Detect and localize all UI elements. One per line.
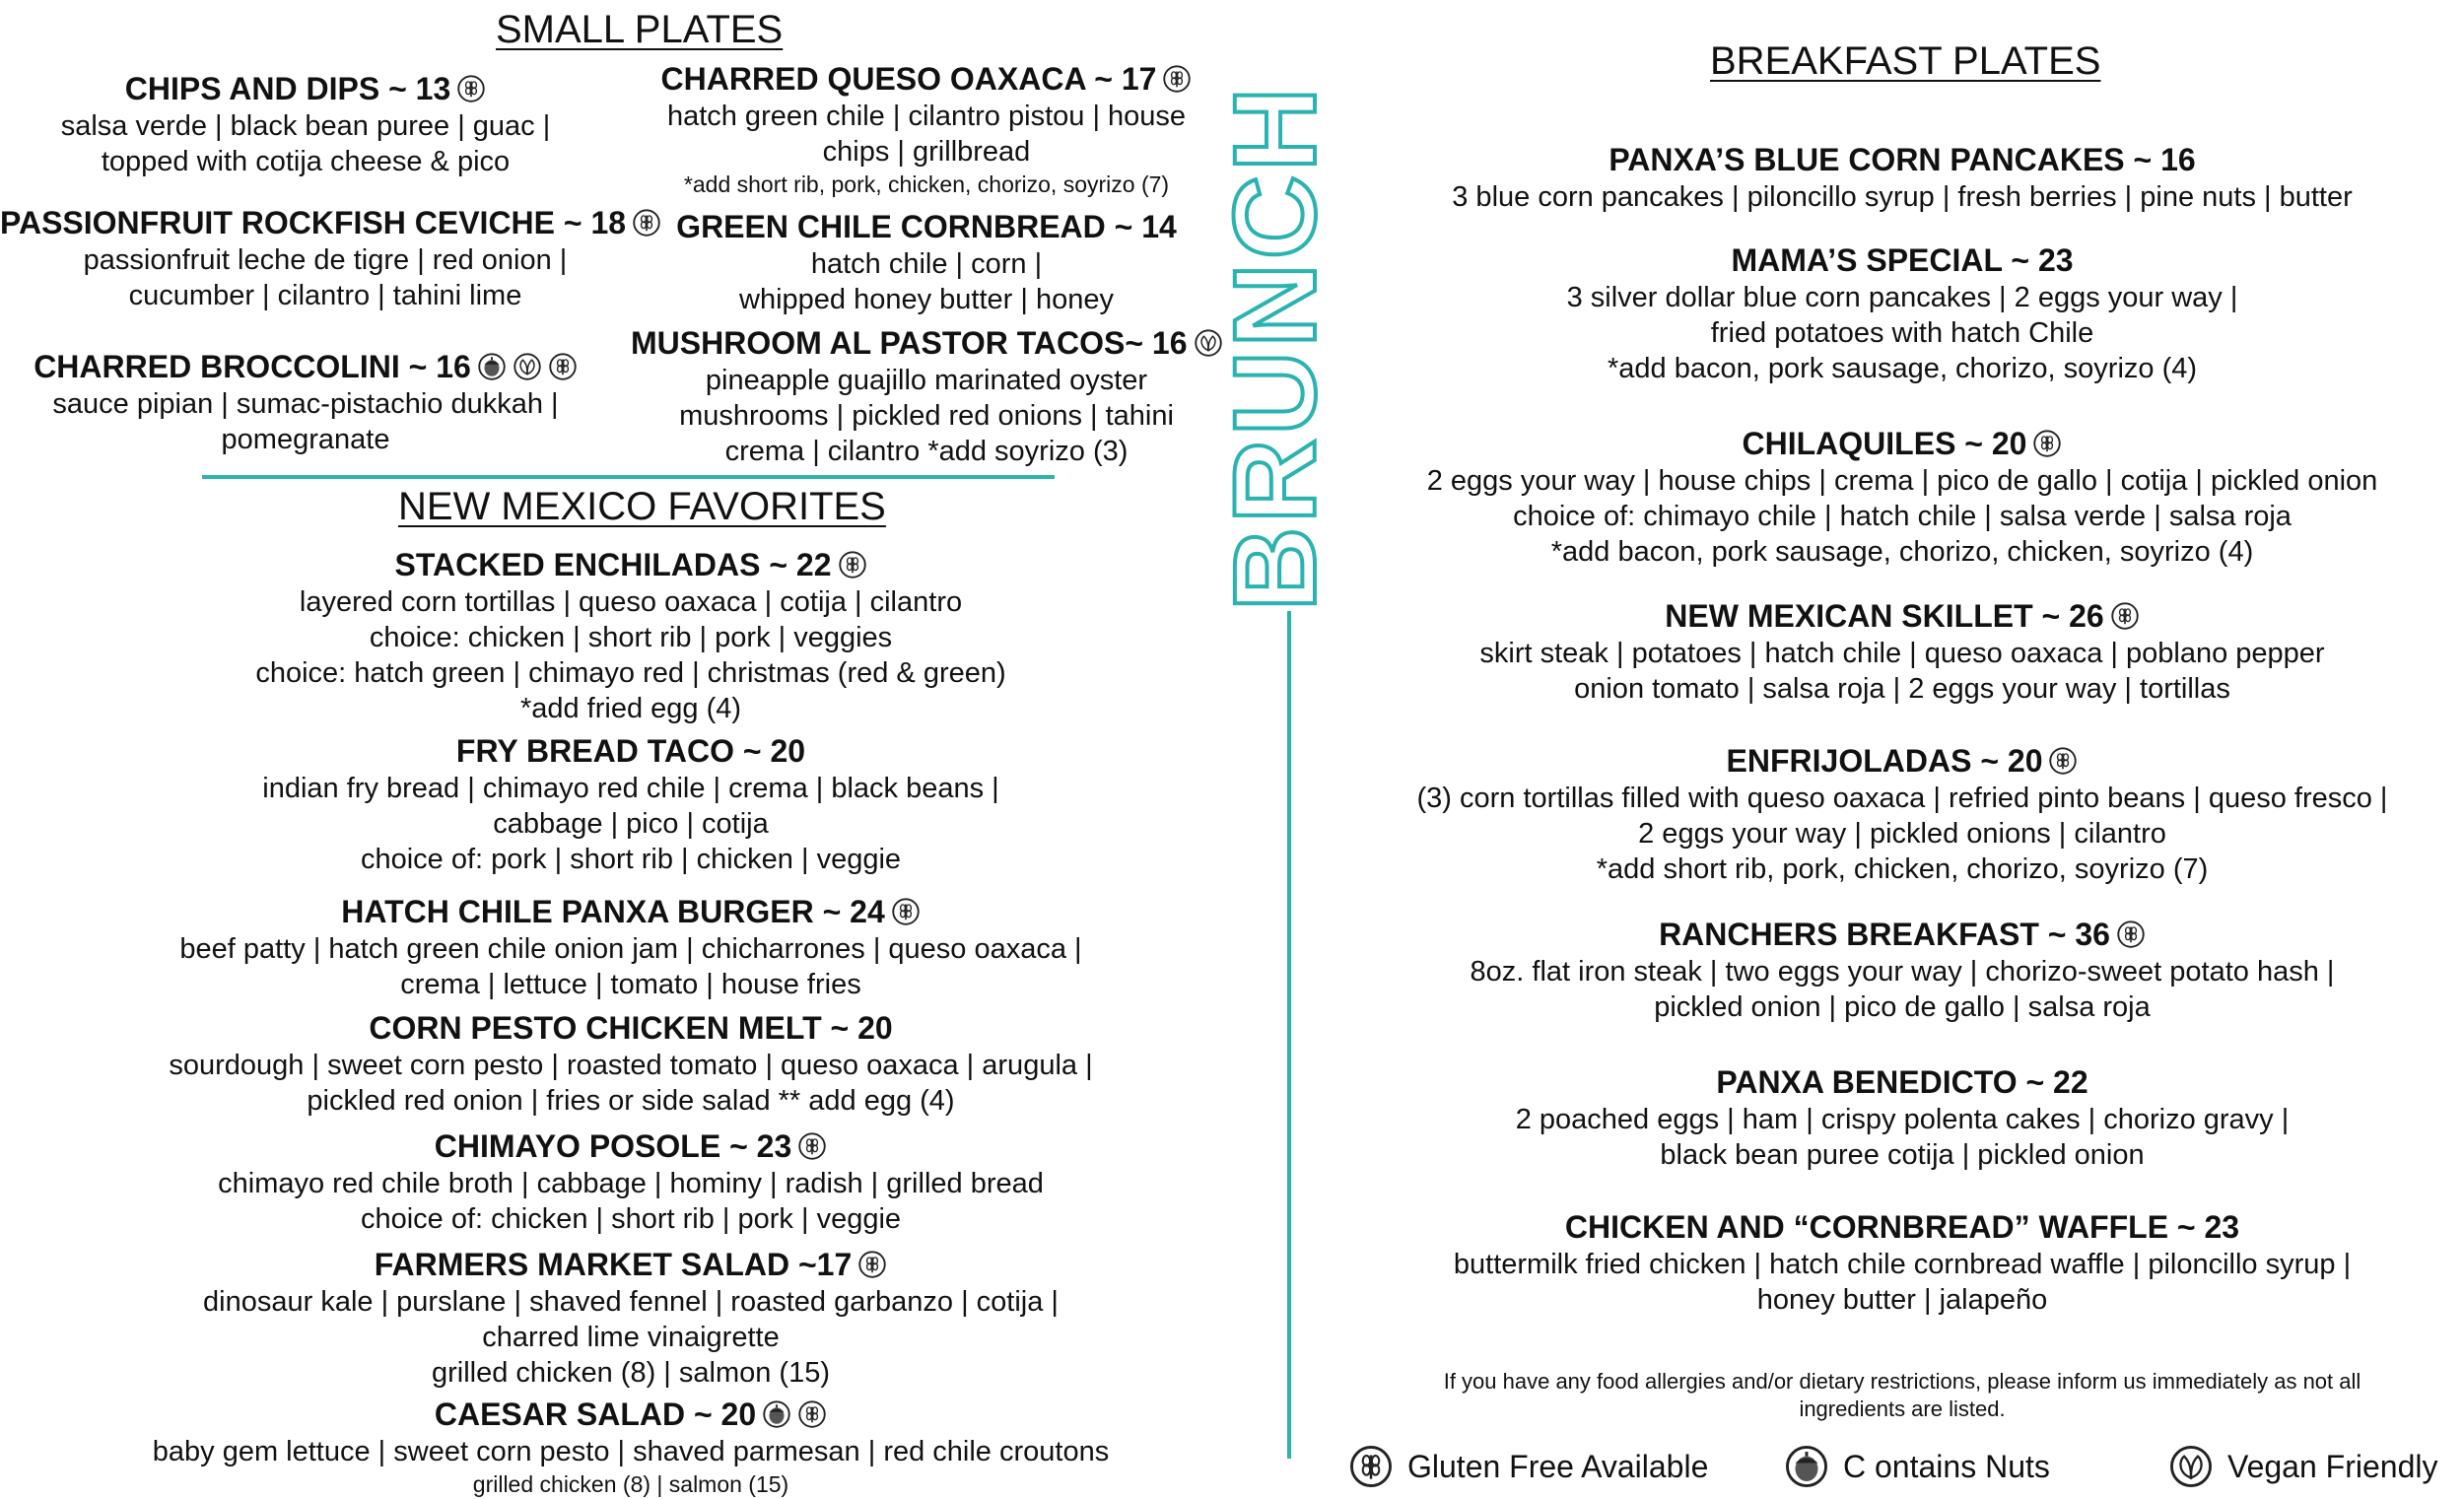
gluten-free-icon xyxy=(857,1250,887,1279)
legend-gluten-free xyxy=(1348,1444,1708,1489)
gluten-free-icon xyxy=(838,550,867,579)
gluten-free-icon xyxy=(2032,429,2062,458)
menu-item: CHARRED QUESO OAXACA ~ 17 hatch green chile | cilantro pistou | house chips | grillbread *add short rib, pork, chicken, chorizo, soyrizo (7) xyxy=(650,59,1202,199)
legend-label: Vegan Friendly xyxy=(2227,1448,2438,1484)
menu-item: ENFRIJOLADAS ~ 20 (3) corn tortillas filled with queso oaxaca | refried pinto beans | queso fresco | 2 eggs your way | pickled onions | cilantro *add short rib, pork, chicken, chorizo, soyrizo (7) xyxy=(1416,743,2388,885)
menu-item: CHILAQUILES ~ 20 2 eggs your way | house chips | crema | pico de gallo | cotija | pickled onion choice of: chimayo chile | hatch chile | salsa verde | salsa roja *add bacon, pork sausage, chorizo, chicken, soyrizo (4) xyxy=(1426,426,2378,568)
gluten-free-icon xyxy=(2116,920,2146,949)
brunch-heading: BRUNCH xyxy=(1210,83,1340,611)
gluten-free-icon xyxy=(548,352,578,381)
gluten-free-icon xyxy=(891,897,921,926)
gluten-free-icon xyxy=(1162,64,1192,94)
menu-item: HATCH CHILE PANXA BURGER ~ 24 beef patty | hatch green chile onion jam | chicharrones | queso oaxaca | crema | lettuce | tomato | house fries xyxy=(179,894,1082,1000)
menu-item: CHIMAYO POSOLE ~ 23 chimayo red chile broth | cabbage | hominy | radish | grilled bread choice of: chicken | short rib | pork | veggie xyxy=(218,1128,1044,1235)
vegan-icon xyxy=(2168,1444,2214,1489)
menu-item: CHICKEN AND “CORNBREAD” WAFFLE ~ 23 buttermilk fried chicken | hatch chile cornbread waffle | piloncillo syrup | honey butter | jalapeño xyxy=(1453,1209,2352,1316)
menu-item: RANCHERS BREAKFAST ~ 36 8oz. flat iron steak | two eggs your way | chorizo-sweet potato hash | pickled onion | pico de gallo | salsa roja xyxy=(1470,917,2335,1023)
menu-item: MUSHROOM AL PASTOR TACOS~ 16 pineapple guajillo marinated oyster mushrooms | pickled red onions | tahini crema | cilantro *add soyrizo (3) xyxy=(631,323,1222,469)
breakfast-plates-title: BREAKFAST PLATES xyxy=(1710,39,2101,83)
allergy-notice: If you have any food allergies and/or dietary restrictions, please inform us immediately as not all ingredients are listed. xyxy=(1443,1369,2361,1421)
menu-item: FARMERS MARKET SALAD ~17 dinosaur kale | purslane | shaved fennel | roasted garbanzo | cotija | charred lime vinaigrette grilled chicken (8) | salmon (15) xyxy=(203,1247,1059,1389)
menu-item: PANXA BENEDICTO ~ 22 2 poached eggs | ham | crispy polenta cakes | chorizo gravy | black bean puree cotija | pickled onion xyxy=(1515,1064,2290,1171)
small-plates-title: SMALL PLATES xyxy=(496,8,784,51)
menu-item: CAESAR SALAD ~ 20 baby gem lettuce | sweet corn pesto | shaved parmesan | red chile croutons grilled chicken (8) | salmon (15) xyxy=(152,1397,1110,1497)
menu-item: PANXA’S BLUE CORN PANCAKES ~ 16 3 blue corn pancakes | piloncillo syrup | fresh berries | pine nuts | butter xyxy=(1452,142,2353,213)
menu-item: STACKED ENCHILADAS ~ 22 layered corn tortillas | queso oaxaca | cotija | cilantro choice: chicken | short rib | pork | veggies choice: hatch green | chimayo red | christmas (red & green) *add fried egg (4) xyxy=(255,547,1006,724)
menu-item: CHIPS AND DIPS ~ 13 salsa verde | black bean puree | guac | topped with cotija cheese & pico xyxy=(60,71,551,177)
menu-item: FRY BREAD TACO ~ 20 indian fry bread | chimayo red chile | crema | black beans | cabbage | pico | cotija choice of: pork | short rib | chicken | veggie xyxy=(262,733,999,875)
nuts-icon xyxy=(1784,1444,1829,1489)
legend-vegan xyxy=(2168,1444,2437,1489)
legend-nuts xyxy=(1784,1444,2050,1489)
brand-divider-line xyxy=(1287,611,1291,1459)
gluten-free-icon xyxy=(1348,1444,1394,1489)
vegan-icon xyxy=(513,352,542,381)
gluten-free-icon xyxy=(2110,601,2140,631)
gluten-free-icon xyxy=(2048,746,2078,776)
menu-item: GREEN CHILE CORNBREAD ~ 14 hatch chile | corn | whipped honey butter | honey xyxy=(676,209,1177,315)
menu-item: NEW MEXICAN SKILLET ~ 26 skirt steak | potatoes | hatch chile | queso oaxaca | poblano pepper onion tomato | salsa roja | 2 eggs your way | tortillas xyxy=(1479,598,2325,705)
legend-label: C ontains Nuts xyxy=(1843,1448,2050,1484)
menu-item: MAMA’S SPECIAL ~ 23 3 silver dollar blue corn pancakes | 2 eggs your way | fried potatoes with hatch Chile *add bacon, pork sausage, chorizo, soyrizo (4) xyxy=(1566,242,2238,384)
section-divider xyxy=(202,475,1055,479)
gluten-free-icon xyxy=(456,74,486,103)
gluten-free-icon xyxy=(797,1399,827,1429)
gluten-free-icon xyxy=(797,1131,827,1161)
nuts-icon xyxy=(477,352,507,381)
legend-label: Gluten Free Available xyxy=(1407,1448,1709,1484)
menu-item: PASSIONFRUIT ROCKFISH CEVICHE ~ 18 passionfruit leche de tigre | red onion | cucumber | cilantro | tahini lime xyxy=(0,203,650,313)
nuts-icon xyxy=(762,1399,791,1429)
nm-favorites-title: NEW MEXICO FAVORITES xyxy=(398,485,886,528)
menu-item: CORN PESTO CHICKEN MELT ~ 20 sourdough | sweet corn pesto | roasted tomato | queso oaxaca | arugula | pickled red onion | fries or side salad ** add egg (4) xyxy=(169,1010,1093,1117)
menu-item: CHARRED BROCCOLINI ~ 16 sauce pipian | sumac-pistachio dukkah | pomegranate xyxy=(0,347,611,457)
